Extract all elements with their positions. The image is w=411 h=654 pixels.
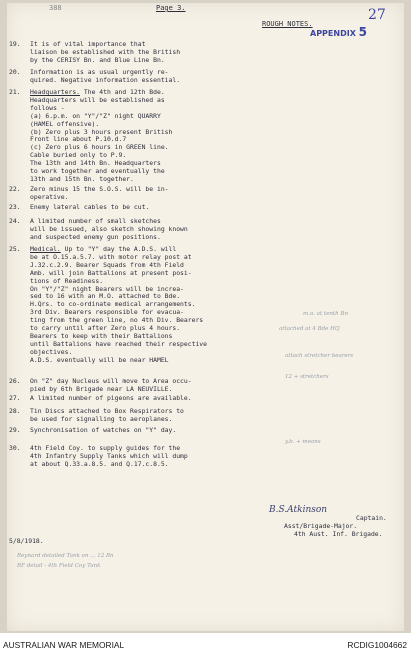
paragraph-text: [30, 378, 278, 394]
paragraph-line: be at O.15.a.5.7. with motor relay post at: [30, 252, 192, 261]
paragraph-line: Headquarters. The 4th and 12th Bde.: [30, 88, 165, 96]
margin-note: m.o. at tenth Bn: [303, 311, 349, 317]
paragraph-number: 28.: [9, 407, 21, 415]
rough-notes-heading: ROUGH NOTES.: [262, 20, 313, 28]
paragraph-line: A.D.S. eventually will be near HAMEL: [30, 355, 169, 364]
paragraph-line: The 13th and 14th Bn. Headquarters: [30, 159, 161, 168]
paragraph-text: [30, 395, 278, 403]
signature-rank: Captain.: [356, 514, 387, 522]
paragraph-line: Amb. will join Battalions at present posi-: [30, 268, 192, 277]
paragraph-line: Enemy lateral cables to be cut.: [30, 203, 150, 211]
paragraph-line: 3rd Div. Bearers responsible for evacua-: [30, 308, 184, 317]
document-page: [7, 3, 404, 631]
paragraph-line: liaison be established with the British: [30, 47, 181, 56]
paragraph-line: quired. Negative information essential.: [30, 75, 181, 84]
margin-note: 12 + stretchers: [285, 374, 329, 380]
paragraph-text: [30, 204, 278, 212]
paragraph-line: Tin Discs attached to Box Respirators to: [30, 407, 184, 415]
paragraph-line: objectives.: [30, 347, 73, 356]
document-date: 5/8/1918.: [9, 537, 44, 545]
corner-mark: 27: [368, 7, 386, 23]
paragraph-number: 24.: [9, 217, 21, 225]
paragraph-line: be used for signalling to aeroplanes.: [30, 414, 173, 423]
paragraph-line: It is of vital importance that: [30, 40, 146, 48]
paragraph-line: sed to 16 with an M.O. attached to Bde.: [30, 292, 181, 301]
paragraph-line: 4th Field Coy. to supply guides for the: [30, 444, 181, 452]
paragraph-text: [30, 246, 278, 365]
paragraph-line: (b) Zero plus 3 hours present British: [30, 127, 173, 136]
paragraph-line: (HAMEL offensive).: [30, 119, 100, 128]
footer-record-id: RCDIG1004662: [347, 640, 407, 650]
paragraph-number: 27.: [9, 394, 21, 402]
paragraph-heading: Headquarters.: [30, 88, 81, 96]
paragraph-number: 29.: [9, 426, 21, 434]
paragraph-line: On "Y"/"Z" night Bearers will be increa-: [30, 284, 184, 293]
paragraph-line: will be issued, also sketch showing known: [30, 224, 188, 233]
paragraph-number: 19.: [9, 40, 21, 48]
paragraph-line: Synchronisation of watches on "Y" day.: [30, 426, 177, 434]
paragraph-line: A limited number of small sketches: [30, 217, 161, 225]
paragraph-number: 25.: [9, 245, 21, 253]
paragraph-line: 4th Infantry Supply Tanks which will dump: [30, 451, 188, 460]
margin-note: y.b. + means: [285, 439, 321, 445]
paragraph-line: A limited number of pigeons are available.: [30, 394, 192, 402]
paragraph-line: tions of Readiness.: [30, 276, 104, 285]
paragraph-number: 21.: [9, 88, 21, 96]
signature-title: Asst/Brigade-Major.: [284, 522, 358, 530]
paragraph-line: Medical. Up to "Y" day the A.D.S. will: [30, 245, 177, 253]
paragraph-line: operative.: [30, 192, 69, 201]
footer-archive-name: AUSTRALIAN WAR MEMORIAL: [3, 640, 125, 650]
paragraph-line: (a) 6.p.m. on "Y"/"Z" night QUARRY: [30, 111, 161, 120]
paragraph-line: and suspected enemy gun positions.: [30, 232, 161, 241]
paragraph-line: by the CERISY Bn. and Blue Line Bn.: [30, 55, 165, 64]
archive-mark: 388: [49, 4, 62, 12]
margin-note: attach stretcher bearers: [285, 353, 354, 359]
paragraph-heading: Medical.: [30, 245, 61, 253]
paragraph-line: to work together and eventually the: [30, 167, 165, 176]
paragraph-line: at about Q.33.a.8.5. and Q.17.c.8.5.: [30, 459, 169, 468]
paragraph-line: J.32.c.2.9. Bearer Squads from 4th Field: [30, 260, 184, 269]
paragraph-line: follows -: [30, 103, 65, 112]
paragraph-text: [30, 218, 278, 242]
paragraph-text: [30, 427, 278, 435]
appendix-label: APPENDIX: [310, 29, 356, 38]
signature-unit: 4th Aust. Inf. Brigade.: [294, 530, 383, 538]
paragraph-number: 22.: [9, 185, 21, 193]
appendix-stamp: [310, 25, 368, 39]
paragraph-text: [30, 408, 278, 424]
paragraph-line: (c) Zero plus 6 hours in GREEN line.: [30, 143, 169, 152]
paragraph-text: [30, 445, 278, 469]
paragraph-line: Zero minus 15 the S.O.S. will be in-: [30, 185, 169, 193]
margin-note: attached at 4 Bde HQ: [279, 326, 340, 332]
paragraph-text: [30, 69, 278, 85]
paragraph-line: 13th and 15th Bn. together.: [30, 174, 134, 183]
signature: B.S.Atkinson: [269, 505, 328, 515]
paragraph-line: Cable buried only to P.9.: [30, 151, 127, 160]
paragraph-line: until Battalions have reached their respective: [30, 339, 207, 348]
paragraph-line: to carry until after Zero plus 4 hours.: [30, 324, 181, 333]
bottom-note: Reynard detailed Tank on ... 12 Bn: [17, 553, 114, 559]
paragraph-text: [30, 41, 278, 65]
paragraph-line: On "Z" day Nucleus will move to Area occu-: [30, 377, 192, 385]
paragraph-line: Headquarters will be established as: [30, 95, 165, 104]
paragraph-number: 26.: [9, 377, 21, 385]
paragraph-text: [30, 89, 278, 184]
page-number: Page 3.: [156, 4, 186, 12]
paragraph-line: H.Qrs. to co-ordinate medical arrangements.: [30, 300, 196, 309]
paragraph-line: Front line about P.10.d.7: [30, 135, 127, 144]
paragraph-number: 20.: [9, 68, 21, 76]
appendix-number: 5: [358, 25, 368, 39]
paragraph-line: ting from the green line, no 4th Div. Bearers: [30, 316, 204, 325]
paragraph-line: Information is as usual urgently re-: [30, 68, 169, 76]
paragraph-line: pied by 6th Brigade near LA NEUVILLE.: [30, 384, 173, 393]
paragraph-text: [30, 186, 278, 202]
bottom-note: RF detail - 4th Field Coy Tank: [17, 563, 101, 569]
paragraph-number: 30.: [9, 444, 21, 452]
paragraph-number: 23.: [9, 203, 21, 211]
paragraph-line: Bearers to keep with their Battalions: [30, 331, 173, 340]
